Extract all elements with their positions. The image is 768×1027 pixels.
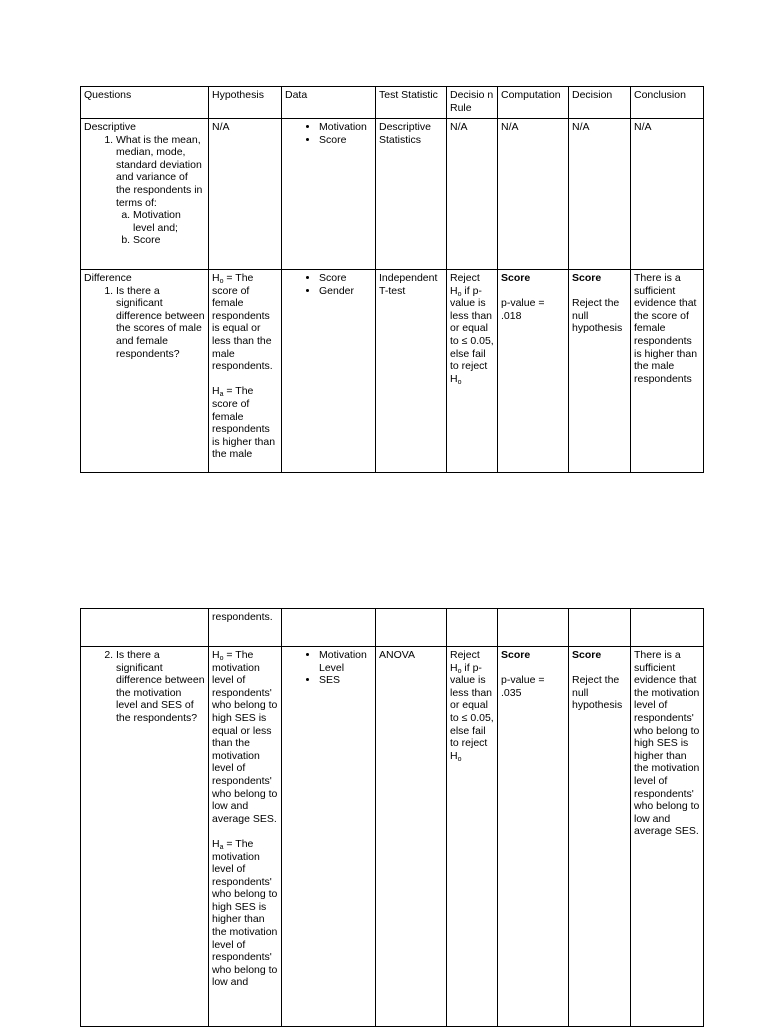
- anova-conclusion: There is a sufficient evidence that the motivation level of respondents' who belong to high SES is higher than the motivation level of respondents' who belong to low and average SES.: [631, 647, 704, 1027]
- difference-computation-value: p-value = .018: [501, 297, 545, 322]
- header-test-statistic: Test Statistic: [376, 87, 447, 119]
- list-item: • Score: [319, 134, 372, 147]
- continuation-decision: [569, 609, 631, 647]
- difference-data-list: [285, 272, 372, 297]
- continuation-decision-rule: [447, 609, 498, 647]
- header-decision-rule: Decisio n Rule: [447, 87, 498, 119]
- anova-computation-title: Score: [501, 649, 531, 661]
- anova-decision-rule: Reject $H_o$ if p-value is less than or equal to ≤ 0.05, else fail to reject $H_o$: [447, 647, 498, 1027]
- continuation-data: [282, 609, 376, 647]
- difference-decision-value: Reject the null hypothesis: [572, 297, 623, 335]
- difference-decision-cell: [569, 270, 631, 473]
- table-row-difference: [81, 270, 704, 473]
- anova-decision-title: Score: [572, 649, 602, 661]
- anova-question-cell: [81, 647, 209, 1027]
- descriptive-hypothesis: N/A: [209, 119, 282, 270]
- anova-decision-value: Reject the null hypothesis: [572, 674, 623, 712]
- anova-question: 2. Is there a significant difference between the motivation level and SES of the respondents?: [116, 649, 205, 725]
- descriptive-sub-list: [116, 209, 205, 247]
- descriptive-data-cell: [282, 119, 376, 270]
- descriptive-conclusion: N/A: [631, 119, 704, 270]
- anova-question-list: [84, 649, 205, 725]
- difference-data-cell: [282, 270, 376, 473]
- difference-hypothesis-cell: [209, 270, 282, 473]
- anova-hypothesis-cell: [209, 647, 282, 1027]
- difference-computation-cell: [498, 270, 569, 473]
- descriptive-decision: N/A: [569, 119, 631, 270]
- descriptive-question-text: What is the mean, median, mode, standard deviation and variance of the respondents in terms of:: [116, 133, 203, 209]
- difference-alt-hypothesis: $H_a$ = The score of female respondents is higher than the male: [212, 385, 276, 461]
- difference-computation-title: Score: [501, 272, 531, 284]
- header-conclusion: Conclusion: [631, 87, 704, 119]
- header-decision: Decision: [569, 87, 631, 119]
- anova-alt-hypothesis: $H_a$ = The motivation level of respondents' who belong to high SES is higher than the motivation level of respondents' who belong to low and: [212, 837, 278, 989]
- descriptive-decision-rule: N/A: [447, 119, 498, 270]
- list-item: • Motivation Level: [319, 649, 372, 674]
- descriptive-question-cell: [81, 119, 209, 270]
- section-label-descriptive: Descriptive: [84, 121, 136, 133]
- list-item: a. Motivation level and;: [133, 209, 205, 234]
- difference-decision-rule: Reject $H_o$ if p-value is less than or equal to ≤ 0.05, else fail to reject $H_o$: [447, 270, 498, 473]
- descriptive-test-statistic: Descriptive Statistics: [376, 119, 447, 270]
- header-row: [81, 87, 704, 119]
- list-item: b. Score: [133, 234, 205, 247]
- continuation-question: [81, 609, 209, 647]
- header-data: Data: [282, 87, 376, 119]
- anova-test-statistic: ANOVA: [376, 647, 447, 1027]
- difference-decision-title: Score: [572, 272, 602, 284]
- continuation-test-statistic: [376, 609, 447, 647]
- list-item: • Score: [319, 272, 372, 285]
- descriptive-question: [116, 134, 205, 247]
- table-row-descriptive: [81, 119, 704, 270]
- list-item: • Motivation: [319, 121, 372, 134]
- difference-question-cell: [81, 270, 209, 473]
- header-questions: Questions: [81, 87, 209, 119]
- anova-data-cell: [282, 647, 376, 1027]
- anova-null-hypothesis: $H_o$ = The motivation level of respondents' who belong to high SES is equal or less than the motivation level of respondents' who belong to low and average SES.: [212, 649, 278, 825]
- difference-conclusion: There is a sufficient evidence that the score of female respondents is higher than the male respondents: [631, 270, 704, 473]
- descriptive-computation: N/A: [498, 119, 569, 270]
- anova-computation-value: p-value = .035: [501, 674, 545, 699]
- section-label-difference: Difference: [84, 272, 132, 284]
- difference-null-hypothesis: $H_o$ = The score of female respondents is equal or less than the male respondents.: [212, 272, 273, 373]
- continuation-hypothesis: respondents.: [209, 609, 282, 647]
- difference-question-list: [84, 285, 205, 361]
- difference-question: 1. Is there a significant difference between the scores of male and female respondents?: [116, 285, 205, 361]
- table-row-anova: [81, 647, 704, 1027]
- anova-data-list: [285, 649, 372, 687]
- header-hypothesis: Hypothesis: [209, 87, 282, 119]
- analysis-table-page-2: [80, 608, 704, 1027]
- anova-computation-cell: [498, 647, 569, 1027]
- list-item: • Gender: [319, 285, 372, 298]
- descriptive-data-list: [285, 121, 372, 146]
- header-computation: Computation: [498, 87, 569, 119]
- anova-decision-cell: [569, 647, 631, 1027]
- table-row-continuation: [81, 609, 704, 647]
- continuation-computation: [498, 609, 569, 647]
- descriptive-question-list: [84, 134, 205, 247]
- continuation-conclusion: [631, 609, 704, 647]
- difference-test-statistic: Independent T-test: [376, 270, 447, 473]
- analysis-table-page-1: [80, 86, 704, 473]
- list-item: • SES: [319, 674, 372, 687]
